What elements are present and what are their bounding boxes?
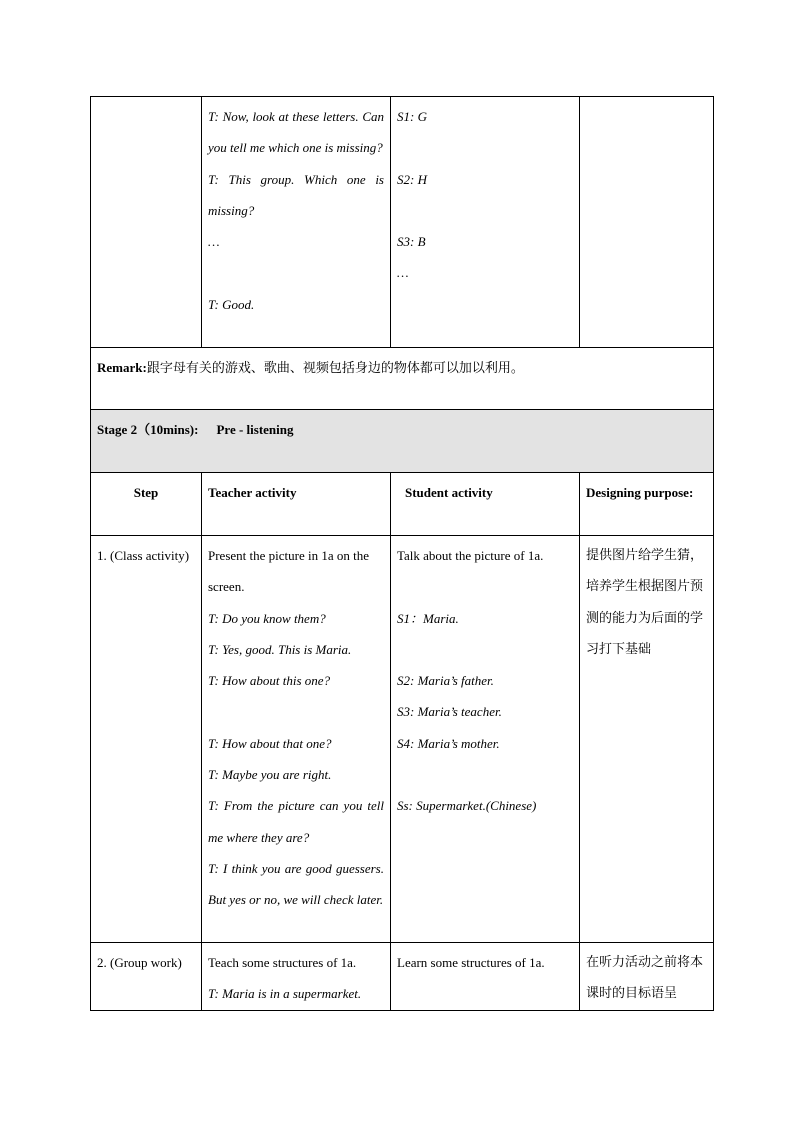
student-line: S2: Maria’s father.: [397, 673, 494, 689]
teacher-activity-cell: [202, 536, 391, 943]
student-line: S3: B: [397, 234, 426, 250]
student-line: S4: Maria’s mother.: [397, 735, 500, 751]
teacher-line: T: Good.: [208, 296, 255, 312]
teacher-line: T: How about this one?: [208, 673, 331, 689]
header-row: [91, 473, 714, 536]
teacher-line: T: Maria is in a supermarket.: [208, 986, 362, 1002]
student-line: …: [397, 265, 409, 281]
table-row: [91, 536, 714, 943]
table-row: [91, 943, 714, 1011]
teacher-line: T: Do you know them?: [208, 610, 326, 626]
student-line: Ss: Supermarket.(Chinese): [397, 798, 537, 814]
step-cell: [91, 97, 202, 348]
student-activity-cell: [391, 943, 580, 1011]
teacher-intro: Teach some structures of 1a.: [208, 955, 357, 970]
table-row: [91, 97, 714, 348]
remark-row: [91, 348, 714, 410]
header-teacher-activity: Teacher activity: [202, 473, 391, 536]
purpose-cell: [580, 97, 714, 348]
purpose-cell: 提供图片给学生猜，培养学生根据图片预测的能力为后面的学习打下基础: [580, 536, 714, 943]
teacher-activity-cell: [202, 943, 391, 1011]
student-intro: Learn some structures of 1a.: [397, 955, 545, 970]
remark-cell: [91, 348, 714, 410]
teacher-line: T: Yes, good. This is Maria.: [208, 641, 352, 657]
teacher-activity-cell: [202, 97, 391, 348]
stage-label: Stage 2（10mins):: [97, 422, 199, 437]
teacher-line: T: I think you are good guessers. But yes or no, we will check later.: [208, 860, 384, 908]
student-line: S1: G: [397, 109, 427, 124]
stage-cell: [91, 410, 714, 473]
remark-text: 跟字母有关的游戏、歌曲、视频包括身边的物体都可以加以利用。: [146, 361, 524, 376]
student-activity-cell: [391, 97, 580, 348]
purpose-cell: 在听力活动之前将本课时的目标语呈: [580, 943, 714, 1011]
teacher-line: T: How about that one?: [208, 735, 332, 751]
header-student-activity: Student activity: [391, 473, 580, 536]
stage-row: [91, 410, 714, 473]
student-line: S2: H: [397, 171, 427, 187]
stage-title: Pre - listening: [216, 422, 294, 437]
teacher-line: T: Now, look at these letters. Can you tell me which one is missing?: [208, 109, 384, 156]
header-step: Step: [91, 473, 202, 536]
lesson-plan-table: [90, 96, 714, 1011]
teacher-intro: Present the picture in 1a on the screen.: [208, 548, 370, 595]
student-line: S1：Maria.: [397, 610, 459, 626]
step-cell: 2. (Group work): [91, 943, 202, 1011]
step-cell: 1. (Class activity): [91, 536, 202, 943]
teacher-line: T: From the picture can you tell me where they are?: [208, 798, 384, 845]
teacher-line: T: This group. Which one is missing?: [208, 171, 384, 218]
student-line: S3: Maria’s teacher.: [397, 704, 502, 720]
remark-label: Remark:: [97, 360, 147, 375]
student-intro: Talk about the picture of 1a.: [397, 548, 544, 563]
teacher-line: T: Maybe you are right.: [208, 767, 332, 783]
student-activity-cell: [391, 536, 580, 943]
header-designing-purpose: Designing purpose:: [580, 473, 714, 536]
teacher-line: …: [208, 234, 220, 250]
